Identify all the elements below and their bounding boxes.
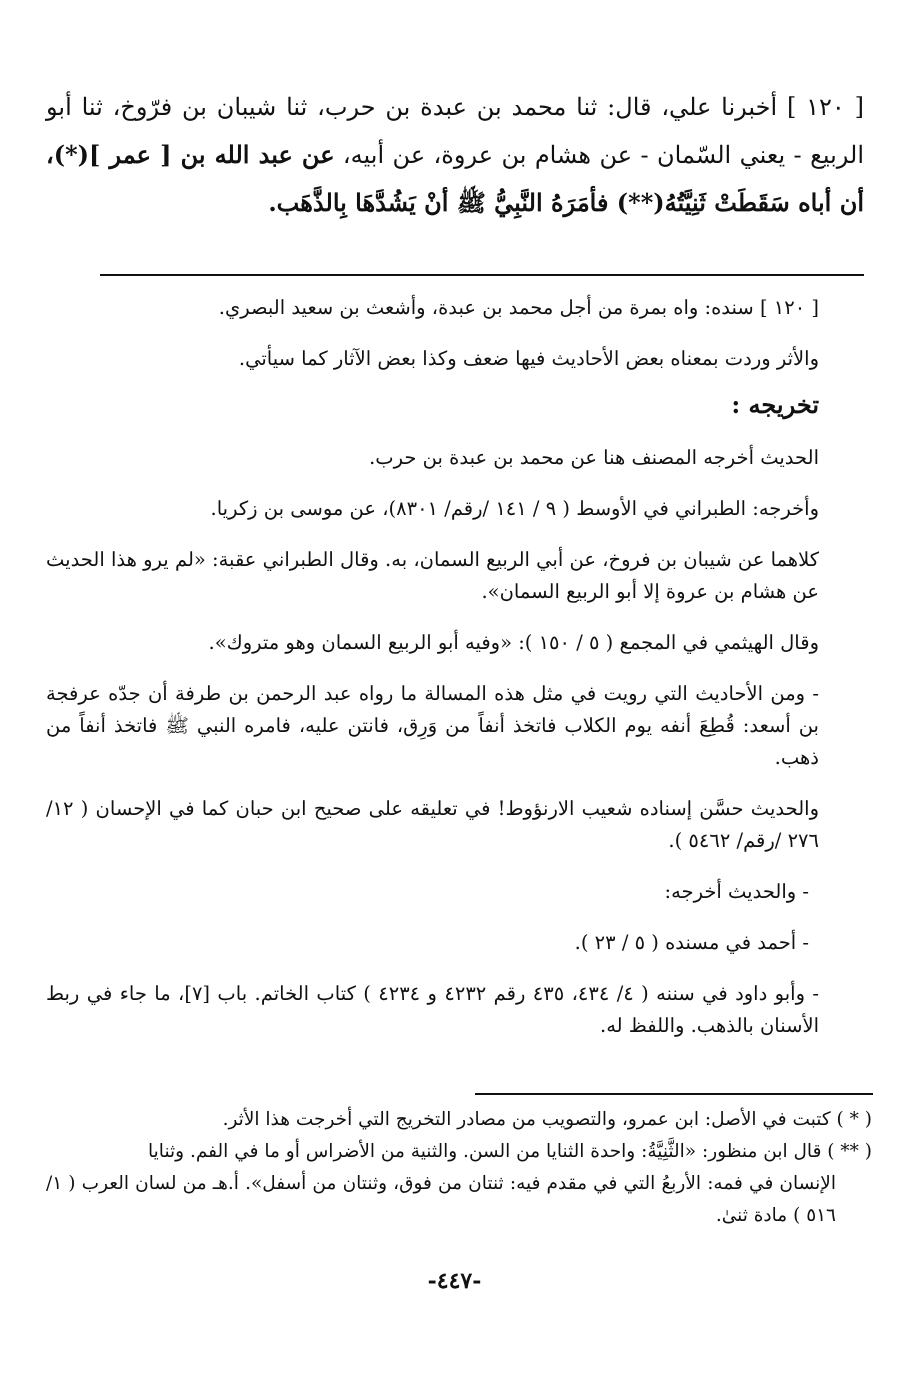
takhrij-tabarani: وأخرجه: الطبراني في الأوسط ( ٩ / ١٤١ /رقم/ ٨٣٠١)، عن موسى بن زكريا. <box>210 497 819 520</box>
takhrij-shayban: كلاهما عن شيبان بن فروخ، عن أبي الربيع السمان، به. وقال الطبراني عقبة: «لم يرو هذا الحديث عن هشام بن عروة إلا أبو الربيع السمان». <box>46 548 819 603</box>
footnote-2: ( ** ) قال ابن منظور: «الثَّنِيَّةُ: واحدة الثنايا من السن. والثنية من الأضراس أو ما في الفم. وثنايا <box>148 1141 872 1162</box>
commentary-section <box>46 292 819 1042</box>
main-divider <box>100 274 864 276</box>
takhrij-haythami: وقال الهيثمي في المجمع ( ٥ / ١٥٠ ): «وفيه أبو الربيع السمان وهو متروك». <box>208 631 819 654</box>
takhrij-heading: تخريجه : <box>731 390 819 419</box>
hadith-reported-by: - والحديث أخرجه: <box>664 880 809 903</box>
arfaja-hadith: - ومن الأحاديث التي رويت في مثل هذه المسالة ما رواه عبد الرحمن بن طرفة أن جدّه عرفجة بن أسعد: قُطِعَ أنفه يوم الكلاب فاتخذ أنفاً من وَرِق، فانتن عليه، فامره النبي ﷺ فاتخذ أنفاً من ذهب. <box>46 682 819 769</box>
hadith-chain: [ ١٢٠ ] أخبرنا علي، قال: ثنا محمد بن عبدة بن حرب، ثنا شيبان بن فرّوخ، ثنا أبو الربيع - يعني السّمان - عن هشام بن عروة، عن أبيه، <box>46 93 864 169</box>
hadith-text <box>46 84 864 227</box>
takhrij-author-source: الحديث أخرجه المصنف هنا عن محمد بن عبدة بن حرب. <box>369 446 819 469</box>
related-narrations-note: والأثر وردت بمعناه بعض الأحاديث فيها ضعف وكذا بعض الآثار كما سيأتي. <box>238 347 819 370</box>
isnad-grading: [ ١٢٠ ] سنده: واه بمرة من أجل محمد بن عبدة، وأشعث بن سعيد البصري. <box>218 296 819 319</box>
source-abu-dawud: - وأبو داود في سننه ( ٤/ ٤٣٤، ٤٣٥ رقم ٤٢٣٢ و ٤٢٣٤ ) كتاب الخاتم. باب [٧]، ما جاء في ربط الأسنان بالذهب. واللفظ له. <box>46 982 819 1037</box>
footnote-1: ( * ) كتبت في الأصل: ابن عمرو، والتصويب من مصادر التخريج التي أخرجت هذا الأثر. <box>222 1109 872 1130</box>
source-ahmad: - أحمد في مسنده ( ٥ / ٢٣ ). <box>574 931 809 954</box>
footnote-2-continued: الإنسان في فمه: الأربعُ التي في مقدم فيه: ثنتان من فوق، وثنتان من أسفل». أ.هـ من لسان العرب ( ١/ ٥١٦ ) مادة ثنىٰ. <box>46 1173 836 1226</box>
hadith-matn: عن عبد الله بن [ عمر ](*)، أن أباه سَقَطَتْ ثَنِيَّتُهُ(**) فأمَرَهُ النَّبِيُّ ﷺ أنْ يَشُدَّهَا بِالذَّهَب. <box>46 140 864 217</box>
arnaut-grading: والحديث حسَّن إسناده شعيب الارنؤوط! في تعليقه على صحيح ابن حبان كما في الإحسان ( ١٢/ ٢٧٦ /رقم/ ٥٤٦٢ ). <box>46 797 819 852</box>
footnotes <box>46 1104 872 1232</box>
footnote-divider <box>475 1093 873 1095</box>
page-number: -٤٤٧- <box>427 1268 482 1294</box>
